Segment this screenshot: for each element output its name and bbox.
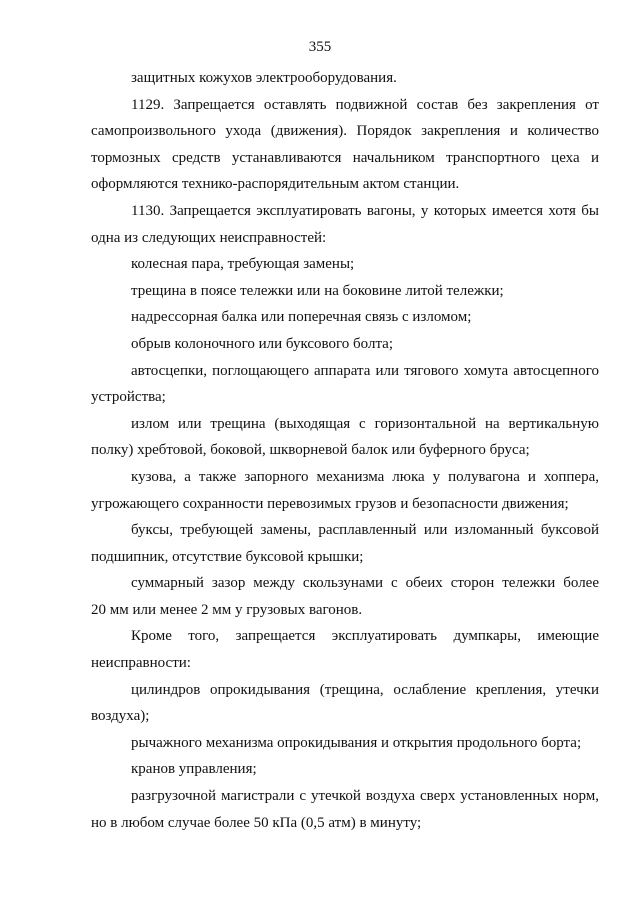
text-line: но в любом случае более 50 кПа (0,5 атм) в минуту;	[91, 814, 422, 831]
text-line: разгрузочной магистрали с утечкой воздуха сверх установленных норм,	[131, 788, 599, 805]
text-line: одна из следующих неисправностей:	[91, 229, 327, 246]
text-line: цилиндров опрокидывания (трещина, ослабление крепления, утечки	[131, 681, 599, 698]
page-number: 355	[308, 39, 332, 55]
document-body	[91, 65, 599, 836]
text-line: 1130. Запрещается эксплуатировать вагоны, у которых имеется хотя бы	[131, 202, 599, 219]
text-line: неисправности:	[91, 655, 191, 672]
text-line: Кроме того, запрещается эксплуатировать думпкары, имеющие	[131, 628, 599, 645]
text-line: полку) хребтовой, боковой, шкворневой балок или буферного бруса;	[91, 442, 530, 459]
text-line: кранов управления;	[131, 761, 257, 778]
text-line: суммарный зазор между скользунами с обеих сторон тележки более	[131, 575, 599, 592]
text-line: автосцепки, поглощающего аппарата или тягового хомута автосцепного	[131, 362, 599, 379]
text-line: устройства;	[91, 389, 166, 406]
text-line: воздуха);	[91, 708, 150, 725]
text-line: буксы, требующей замены, расплавленный или изломанный буксовой	[131, 522, 599, 539]
text-line: 20 мм или менее 2 мм у грузовых вагонов.	[91, 601, 363, 618]
text-line: 1129. Запрещается оставлять подвижной состав без закрепления от	[131, 96, 599, 113]
text-line: трещина в поясе тележки или на боковине литой тележки;	[131, 282, 504, 299]
text-line: оформляются технико-распорядительным актом станции.	[91, 176, 460, 193]
text-line: подшипник, отсутствие буксовой крышки;	[91, 548, 364, 565]
text-line: кузова, а также запорного механизма люка у полувагона и хоппера,	[131, 468, 599, 485]
text-line: излом или трещина (выходящая с горизонтальной на вертикальную	[131, 415, 599, 432]
text-line: обрыв колоночного или буксового болта;	[131, 335, 394, 352]
text-line: рычажного механизма опрокидывания и открытия продольного борта;	[131, 734, 582, 751]
text-line: тормозных средств устанавливаются начальником транспортного цеха и	[91, 149, 599, 166]
text-line: колесная пара, требующая замены;	[131, 256, 355, 273]
text-line: угрожающего сохранности перевозимых грузов и безопасности движения;	[91, 495, 569, 512]
text-line: надрессорная балка или поперечная связь с изломом;	[131, 309, 472, 326]
text-line: защитных кожухов электрооборудования.	[131, 70, 397, 86]
text-line: самопроизвольного ухода (движения). Порядок закрепления и количество	[91, 123, 599, 140]
